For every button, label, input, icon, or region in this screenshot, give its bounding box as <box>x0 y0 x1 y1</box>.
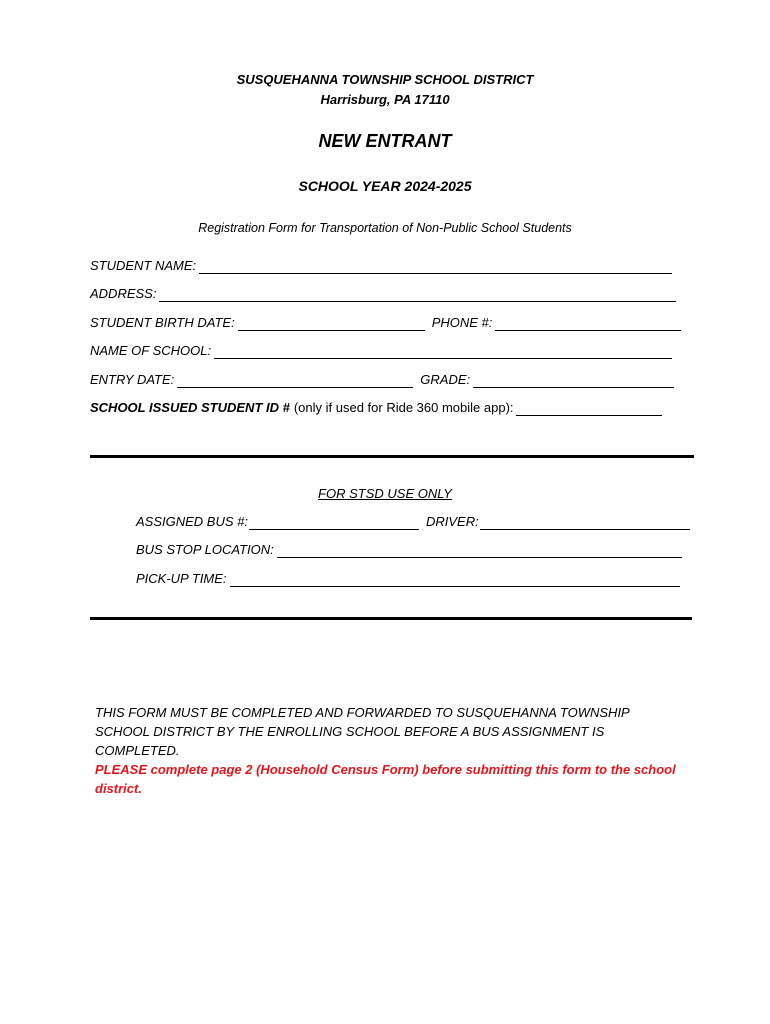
census-form-reminder: PLEASE complete page 2 (Household Census Form) before submitting this form to the school district. <box>95 762 676 796</box>
driver-label: DRIVER: <box>425 514 479 529</box>
student-id-line[interactable] <box>516 403 662 416</box>
pickup-time-line[interactable] <box>230 574 680 587</box>
school-name-label: NAME OF SCHOOL: <box>90 343 212 358</box>
school-name-field[interactable] <box>90 343 672 359</box>
bus-stop-field[interactable] <box>136 542 682 558</box>
student-id-label: SCHOOL ISSUED STUDENT ID # <box>90 400 290 415</box>
phone-label: PHONE #: <box>431 315 493 330</box>
bus-stop-line[interactable] <box>277 545 682 558</box>
pickup-time-label: PICK-UP TIME: <box>136 571 227 586</box>
district-city: Harrisburg, PA 17110 <box>320 92 450 107</box>
birth-date-label: STUDENT BIRTH DATE: <box>90 315 235 330</box>
student-name-line[interactable] <box>199 261 672 274</box>
phone-line[interactable] <box>495 318 681 331</box>
completion-notice: THIS FORM MUST BE COMPLETED AND FORWARDED TO SUSQUEHANNA TOWNSHIP SCHOOL DISTRICT BY THE ENROLLING SCHOOL BEFORE A BUS ASSIGNMENT IS COMPLETED. <box>95 705 630 758</box>
birth-date-phone-row <box>90 315 681 331</box>
address-field[interactable] <box>90 286 676 302</box>
student-name-label: STUDENT NAME: <box>90 258 197 273</box>
school-name-line[interactable] <box>214 346 672 359</box>
student-name-field[interactable] <box>90 258 672 274</box>
entry-date-line[interactable] <box>177 375 413 388</box>
assigned-bus-label: ASSIGNED BUS #: <box>136 514 248 529</box>
entry-date-grade-row <box>90 372 674 388</box>
form-title: NEW ENTRANT <box>318 131 452 151</box>
bus-stop-label: BUS STOP LOCATION: <box>136 542 274 557</box>
grade-line[interactable] <box>473 375 674 388</box>
divider-top <box>90 455 694 458</box>
divider-bottom <box>90 617 692 620</box>
student-id-note: (only if used for Ride 360 mobile app): <box>293 400 514 415</box>
grade-label: GRADE: <box>420 372 471 387</box>
entry-date-label: ENTRY DATE: <box>90 372 175 387</box>
address-line[interactable] <box>159 289 676 302</box>
form-subtitle: Registration Form for Transportation of Non-Public School Students <box>198 221 572 235</box>
bus-driver-row <box>136 514 690 530</box>
office-use-heading: FOR STSD USE ONLY <box>318 486 452 501</box>
school-year: SCHOOL YEAR 2024-2025 <box>298 178 472 194</box>
birth-date-line[interactable] <box>238 318 425 331</box>
address-label: ADDRESS: <box>90 286 157 301</box>
pickup-time-field[interactable] <box>136 571 680 587</box>
assigned-bus-line[interactable] <box>249 517 419 530</box>
student-id-field[interactable] <box>90 400 662 416</box>
district-name: SUSQUEHANNA TOWNSHIP SCHOOL DISTRICT <box>236 72 534 87</box>
driver-line[interactable] <box>480 517 690 530</box>
